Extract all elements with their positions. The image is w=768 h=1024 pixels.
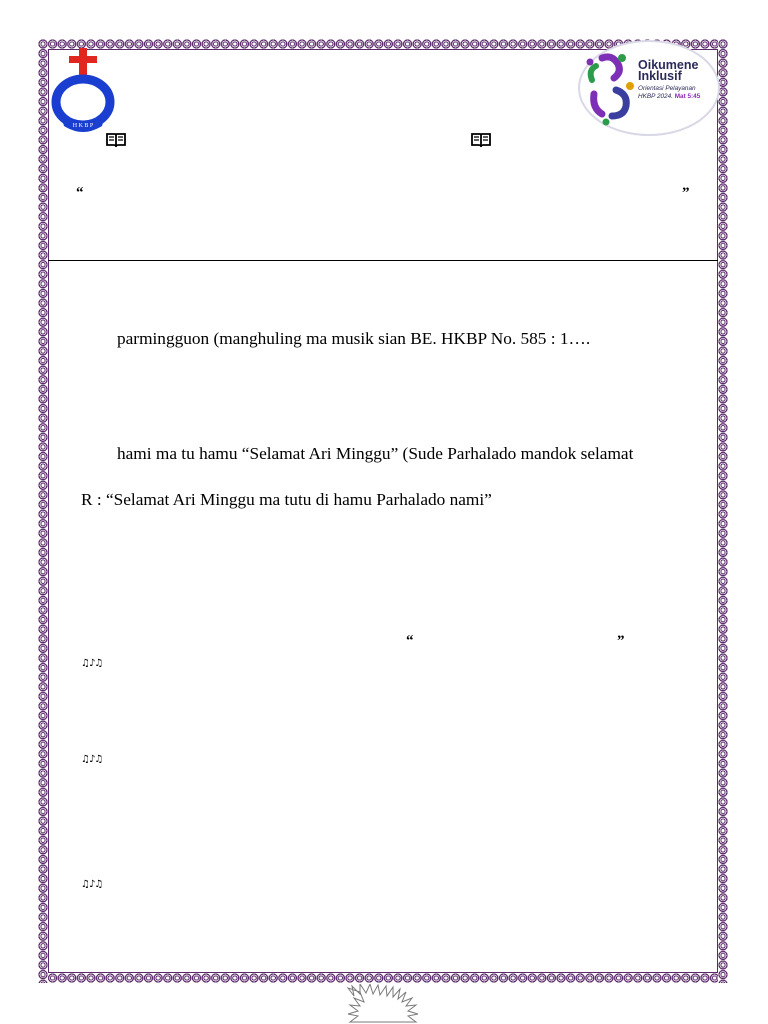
response-line: R : “Selamat Ari Minggu ma tutu di hamu Parhalado nami” [81, 490, 492, 509]
badge-year: HKBP 2024. [638, 93, 673, 100]
open-book-icon [471, 133, 491, 147]
paragraph-line-2: hami ma tu hamu “Selamat Ari Minggu” (Sude Parhalado mandok selamat [117, 444, 634, 463]
cross-horizontal [69, 56, 97, 63]
music-notes-icon: ♫♪♫ [81, 879, 103, 890]
page-border [38, 39, 728, 983]
header-open-quote: “ [76, 185, 84, 201]
music-notes-icon: ♫♪♫ [81, 754, 103, 765]
badge-title [638, 60, 698, 82]
music-notes-icon: ♫♪♫ [81, 658, 103, 669]
hkbp-logo [50, 48, 116, 132]
badge-title-line2: Inklusif [638, 69, 682, 83]
badge-subtitle-line2 [638, 93, 700, 101]
oikumene-inklusif-badge [578, 40, 720, 136]
open-book-icon [106, 133, 126, 147]
badge-subtitle [638, 85, 700, 101]
badge-verse: Mat 5:45 [674, 93, 701, 100]
song-open-quote: “ [406, 633, 414, 649]
ring-icon [56, 79, 110, 125]
border-left [38, 39, 48, 983]
decorative-burst-icon [340, 984, 426, 1024]
border-bottom [38, 973, 728, 983]
people-swirl-icon [582, 50, 638, 126]
badge-title-line1: Oikumene [638, 58, 699, 72]
header-divider [48, 260, 718, 261]
song-close-quote: ” [617, 633, 625, 649]
paragraph-line-1: parmingguon (manghuling ma musik sian BE. HKBP No. 585 : 1…. [117, 329, 591, 348]
header-close-quote: ” [682, 185, 690, 201]
badge-subtitle-line1: Orientasi Pelayanan [638, 85, 696, 92]
border-right [718, 39, 728, 983]
border-inner-line [48, 49, 718, 973]
hkbp-logo-text: H K B P [72, 123, 94, 129]
